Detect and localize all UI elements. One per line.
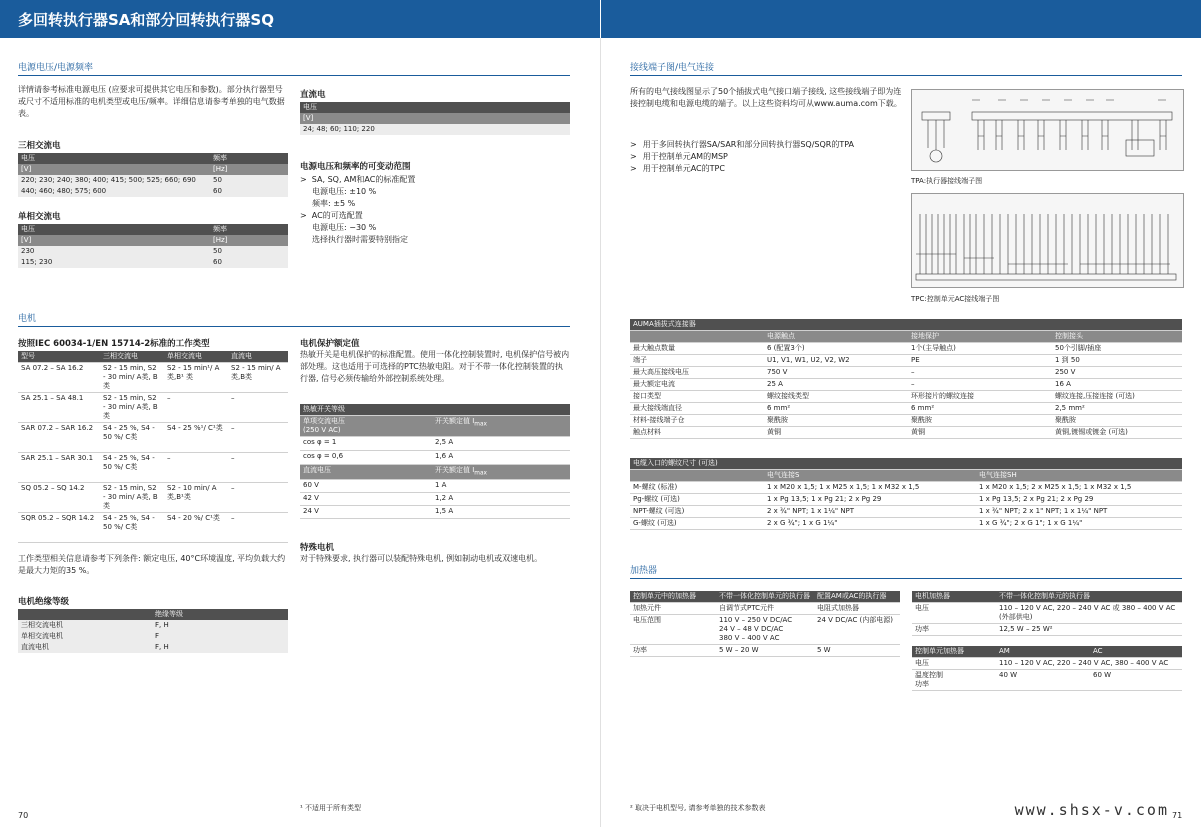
thread-table [630,458,1182,530]
table-cell: 6 (配置3个) [764,343,908,355]
table-cell: 6 mm² [908,403,1052,415]
table-cell: 1 x M20 x 1,5; 2 x M25 x 1,5; 1 x M32 x 1,5 [976,482,1182,494]
table-cell: F, H [152,642,288,653]
thermo-sub2: 开关额定值 I [435,417,475,425]
table-cell: – [908,367,1052,379]
table-cell: 1,6 A [432,451,570,465]
list-item: > 用于控制单元AM的MSP [630,151,905,163]
th-power-contact: 电源触点 [764,331,908,343]
table-cell: 电压 [912,603,996,624]
list-item: > 用于多回转执行器SA/SAR和部分回转执行器SQ/SQR的TPA [630,139,905,151]
section-voltage: 电源电压/电源频率 [18,60,570,76]
table-cell: – [164,453,228,483]
table-cell: PE [908,355,1052,367]
table-cell: 110 – 120 V AC, 220 – 240 V AC 或 380 – 400 V AC (外部供电) [996,603,1182,624]
th-class: 绝缘等级 [152,609,288,620]
table-cell: 1 A [432,480,570,493]
heater-control-table [630,591,900,657]
motor-heater-table [912,591,1182,636]
table-cell: 自调节式PTC元件 [716,603,814,615]
duty-note: 工作类型相关信息请参考下列条件: 额定电压, 40°C环境温度, 平均负载大约是最大力矩的35 %。 [18,554,286,575]
table-cell: 50 [210,246,288,257]
table-cell: S2 - 10 min/ A类,B¹类 [164,483,228,513]
table-cell: 1 x Pg 13,5; 1 x Pg 21; 2 x Pg 29 [764,494,976,506]
protection-text: 热敏开关是电机保护的标准配置。使用一体化控制装置时, 电机保护信号被内部处理。这也适用于可选择的PTC热敏电阻。对于不带一体化控制装置的执行器, 信号必须传输给外部控制系统处理。 [300,350,570,383]
th-am: AM [996,646,1090,658]
table-cell: 110 V – 250 V DC/AC 24 V – 48 V DC/AC 380 V – 400 V AC [716,615,814,645]
table-cell: G-螺纹 (可选) [630,518,764,530]
table-cell: – [228,423,288,453]
table-cell: 5 W [814,645,900,657]
table-cell: 最大高压接线电压 [630,367,764,379]
watermark: www.shsx-v.com [1014,801,1169,819]
special-text: 对于特殊要求, 执行器可以装配特殊电机, 例如制动电机或双速电机。 [300,554,543,563]
thread-title: 电缆入口的螺纹尺寸 (可选) [630,458,1182,470]
table-cell: 聚酰胺 [764,415,908,427]
three-phase-title: 三相交流电 [18,141,61,151]
table-cell: 6 mm² [764,403,908,415]
table-cell: – [228,393,288,423]
table-cell: 750 V [764,367,908,379]
page-header [0,0,1201,38]
table-cell: 电压范围 [630,615,716,645]
tpc-wiring-diagram [911,193,1184,288]
th-without-control: 不带一体化控制单元的执行器 [716,591,814,603]
th-voltage: 电压 [18,224,210,235]
table-cell: 1 x G ¾"; 2 x G 1"; 1 x G 1¼" [976,518,1182,530]
table-cell: 黄铜,镀锡或镀金 (可选) [1052,427,1182,439]
single-phase-title: 单相交流电 [18,212,61,222]
th-blank [630,331,764,343]
table-cell: S4 - 25 %¹/ C¹类 [164,423,228,453]
table-cell: 端子 [630,355,764,367]
unit-v: [V] [18,164,210,175]
page-number-right: 71 [1172,811,1183,820]
unit-hz: [Hz] [210,164,288,175]
table-cell: S4 - 25 %, S4 - 50 %/ C类 [100,513,164,543]
table-cell: S2 - 15 min/ A类,B类 [228,363,288,393]
table-cell: 加热元件 [630,603,716,615]
table-cell: 250 V [1052,367,1182,379]
table-cell: cos φ = 0,6 [300,451,432,465]
section-motor: 电机 [18,311,570,327]
table-cell: 24; 48; 60; 110; 220 [300,124,570,135]
table-cell: F, H [152,620,288,631]
page-title: 多回转执行器SA和部分回转执行器SQ [18,11,274,29]
th-voltage: 电压 [300,102,570,113]
th-connection-sh: 电气连接SH [976,470,1182,482]
table-cell: – [228,513,288,543]
table-cell: 材料-接线端子仓 [630,415,764,427]
table-cell: 1 到 50 [1052,355,1182,367]
thermo-table [300,404,570,519]
table-cell: 螺纹连接,压接连接 (可选) [1052,391,1182,403]
table-cell: 最大额定电流 [630,379,764,391]
tolerance-list: > SA, SQ, AM和AC的标准配置 电源电压: ±10 % 频率: ±5 % > AC的可选配置 电源电压: −30 % 选择执行器时需要特别指定 [300,174,570,246]
thermo-sub2s: max [474,421,487,428]
table-cell: 25 A [764,379,908,391]
table-cell: 螺纹接线类型 [764,391,908,403]
connector-title: AUMA插拔式连接器 [630,319,1182,331]
table-cell: 60 [210,257,288,268]
table-cell: M-螺纹 (标准) [630,482,764,494]
th-with-am-ac: 配置AM或AC的执行器 [814,591,900,603]
page-number-left: 70 [18,811,29,820]
thermo-title: 热敏开关等级 [300,404,570,416]
connector-table [630,319,1182,439]
table-cell: 16 A [1052,379,1182,391]
table-cell: 230 [18,246,210,257]
table-cell: S2 - 15 min, S2 - 30 min/ A类, B类 [100,393,164,423]
insulation-title: 电机绝缘等级 [18,597,70,607]
table-cell: 440; 460; 480; 575; 600 [18,186,210,197]
th-dc: 直流电 [228,351,288,363]
th-control-unit-heater: 控制单元加热器 [912,646,996,658]
table-cell: F [152,631,288,642]
table-cell: 2,5 A [432,437,570,451]
table-cell: – [228,453,288,483]
unit-v: [V] [18,235,210,246]
table-cell: 1,2 A [432,493,570,506]
table-cell: 60 V [300,480,432,493]
dc-title: 直流电 [300,90,326,100]
table-cell: 12,5 W – 25 W² [996,624,1182,636]
control-unit-heater-table [912,646,1182,691]
tpa-caption: TPA:执行器接线端子图 [911,177,983,185]
th-control: 控制接头 [1052,331,1182,343]
table-cell: 60 W [1090,670,1182,691]
table-cell: 50个引脚/插座 [1052,343,1182,355]
table-cell: 直流电机 [18,642,152,653]
th-blank [18,609,152,620]
table-cell: 220; 230; 240; 380; 400; 415; 500; 525; 660; 690 [18,175,210,186]
table-cell: 24 V [300,506,432,519]
table-cell: SQ 05.2 – SQ 14.2 [18,483,100,513]
th-voltage: 电压 [18,153,210,164]
tpc-caption: TPC:控制单元AC接线端子图 [911,295,1000,303]
table-cell: U1, V1, W1, U2, V2, W2 [764,355,908,367]
tol-line: 频率: ±5 % [312,199,356,208]
header-divider [600,0,601,38]
table-cell: 1 x ¾" NPT; 2 x 1" NPT; 1 x 1¼" NPT [976,506,1182,518]
page-divider [600,38,601,827]
tolerance-title: 电源电压和频率的可变动范围 [300,162,411,172]
table-cell: 115; 230 [18,257,210,268]
table-cell: 接口类型 [630,391,764,403]
th-single-phase: 单相交流电 [164,351,228,363]
single-phase-table [18,224,288,268]
table-cell: 24 V DC/AC (内部电源) [814,615,900,645]
list-item: > 用于控制单元AC的TPC [630,163,905,175]
thermo-dc-h2: 开关额定值 I [435,466,475,474]
tol-line: 电源电压: −30 % [312,223,377,232]
table-cell: SA 25.1 – SA 48.1 [18,393,100,423]
tol-item: SA, SQ, AM和AC的标准配置 [311,175,416,184]
thermo-dc-h1: 直流电压 [300,465,432,480]
table-cell: – [228,483,288,513]
table-cell: 黄铜 [764,427,908,439]
table-cell: S2 - 15 min, S2 - 30 min/ A类, B类 [100,483,164,513]
table-cell: 2 x ¾" NPT; 1 x 1¼" NPT [764,506,976,518]
table-cell: 2,5 mm² [1052,403,1182,415]
table-cell: 单相交流电机 [18,631,152,642]
unit-hz: [Hz] [210,235,288,246]
footnote-right: ² 取决于电机型号, 请参考单独的技术参数表 [630,804,766,812]
table-cell: S2 - 15 min, S2 - 30 min/ A类, B类 [100,363,164,393]
table-cell: 50 [210,175,288,186]
table-cell: 最大触点数量 [630,343,764,355]
th-frequency: 频率 [210,153,288,164]
tpa-wiring-diagram [911,89,1184,171]
table-cell: Pg-螺纹 (可选) [630,494,764,506]
thermo-dc-h2s: max [474,470,487,477]
table-cell: SA 07.2 – SA 16.2 [18,363,100,393]
tol-line: 电源电压: ±10 % [312,187,377,196]
table-cell: 电阻式加热器 [814,603,900,615]
th-motor-heater: 电机加热器 [912,591,996,603]
table-cell: 60 [210,186,288,197]
table-cell: S4 - 25 %, S4 - 50 %/ C类 [100,423,164,453]
tol-item: AC的可选配置 [311,211,363,220]
unit-v: [V] [300,113,570,124]
table-cell: 1个(主导触点) [908,343,1052,355]
table-cell: NPT-螺纹 (可选) [630,506,764,518]
table-cell: 1 x M20 x 1,5; 1 x M25 x 1,5; 1 x M32 x 1,5 [764,482,976,494]
duty-title: 按照IEC 60034-1/EN 15714-2标准的工作类型 [18,339,210,349]
table-cell: 聚酰胺 [908,415,1052,427]
table-cell: SAR 07.2 – SAR 16.2 [18,423,100,453]
footnote-left: ¹ 不适用于所有类型 [300,804,362,812]
table-cell: 温度控制 功率 [912,670,996,691]
th-control-heater: 控制单元中的加热器 [630,591,716,603]
table-cell: S2 - 15 min¹/ A类,B¹ 类 [164,363,228,393]
table-cell: 触点材料 [630,427,764,439]
insulation-table [18,609,288,653]
dc-table [300,102,570,135]
table-cell: 功率 [912,624,996,636]
wiring-bullets [630,139,905,175]
table-cell: 110 – 120 V AC, 220 – 240 V AC, 380 – 400 V AC [996,658,1182,670]
table-cell: 1,5 A [432,506,570,519]
table-cell: SAR 25.1 – SAR 30.1 [18,453,100,483]
table-cell: 2 x G ¾"; 1 x G 1¼" [764,518,976,530]
tol-line: 选择执行器时需要特别指定 [312,235,408,244]
table-cell: 电压 [912,658,996,670]
wiring-intro: 所有的电气接线图显示了50个插拔式电气接口端子接线, 这些接线端子即为连接控制电缆和电源电缆的端子。以上这些资料均可从www.auma.com下载。 [630,87,902,108]
thermo-sub1: 单项交流电压 [303,417,345,425]
table-cell: cos φ = 1 [300,437,432,451]
three-phase-table [18,153,288,197]
protection-title: 电机保护额定值 [300,339,360,349]
th-connection-s: 电气连接S [764,470,976,482]
table-cell: 1 x Pg 13,5; 2 x Pg 21; 2 x Pg 29 [976,494,1182,506]
section-wiring: 接线端子图/电气连接 [630,60,1182,76]
special-title: 特殊电机 [300,543,335,553]
table-cell: S4 - 25 %, S4 - 50 %/ C类 [100,453,164,483]
table-cell: 三相交流电机 [18,620,152,631]
section-heater: 加热器 [630,563,1182,579]
th-ac: AC [1090,646,1182,658]
table-cell: 环形接片的螺纹连接 [908,391,1052,403]
th-three-phase: 三相交流电 [100,351,164,363]
table-cell: 40 W [996,670,1090,691]
th-frequency: 频率 [210,224,288,235]
voltage-intro: 详情请参考标准电源电压 (应要求可提供其它电压和参数)。部分执行器型号或尺寸不适用标准的电机类型或电压/频率。详细信息请参考单独的电气数据表。 [18,85,285,118]
table-cell: 功率 [630,645,716,657]
thermo-sub1b: (250 V AC) [303,426,341,434]
th-earth: 接地保护 [908,331,1052,343]
table-cell: 42 V [300,493,432,506]
table-cell: 黄铜 [908,427,1052,439]
th-model: 型号 [18,351,100,363]
duty-table [18,351,288,543]
th-blank [630,470,764,482]
table-cell: SQR 05.2 – SQR 14.2 [18,513,100,543]
table-cell: 5 W – 20 W [716,645,814,657]
table-cell: 聚酰胺 [1052,415,1182,427]
th-without-control: 不带一体化控制单元的执行器 [996,591,1182,603]
table-cell: 最大接线端直径 [630,403,764,415]
table-cell: – [908,379,1052,391]
table-cell: S4 - 20 %/ C¹类 [164,513,228,543]
table-cell: – [164,393,228,423]
